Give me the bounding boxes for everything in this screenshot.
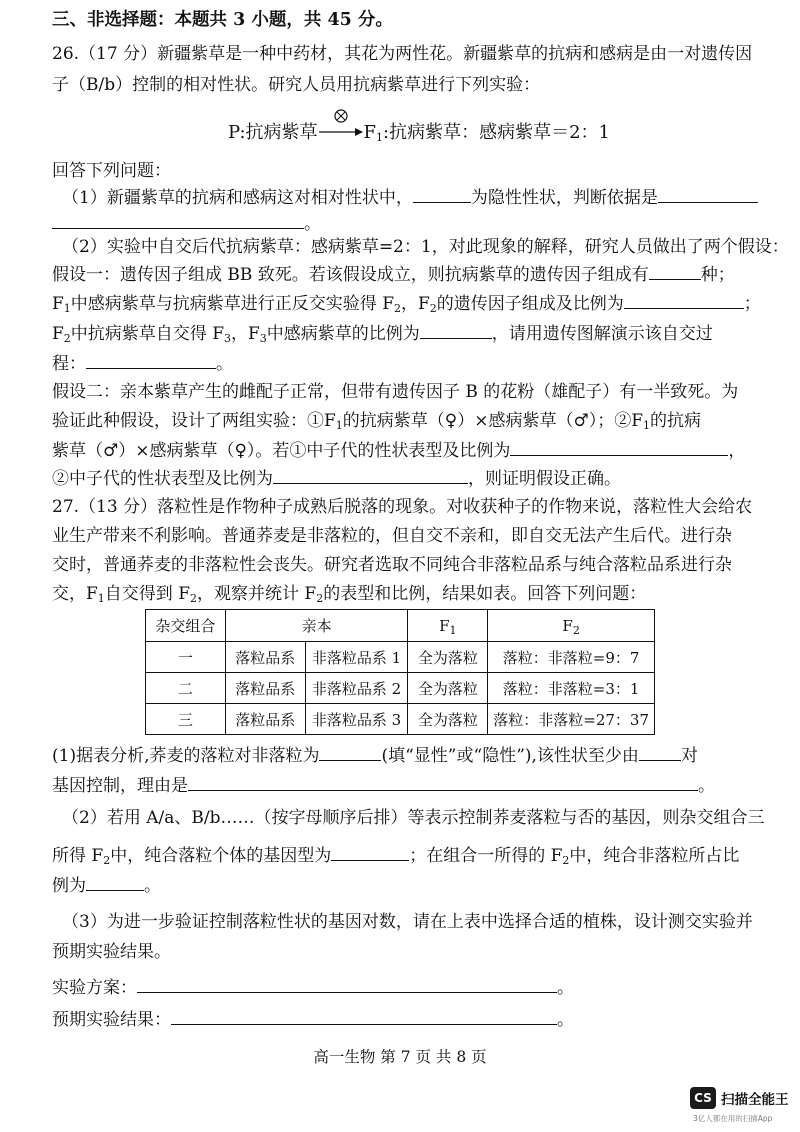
watermark-name: 扫描全能王	[721, 1092, 789, 1108]
q27-part-1-line-1: (1)据表分析,荞麦的落粒对非落粒为 (填“显性”或“隐性”),该性状至少由 对	[52, 746, 698, 766]
answer-blank-genotype-count[interactable]	[649, 263, 701, 280]
hypothesis-2-line-2: 验证此种假设，设计了两组实验：$①F_1$的抗病紫草（♀）×感病紫草（♂）；$②F_1$的抗病	[52, 411, 702, 432]
q27-part-1-line-2: 基因控制，理由是 。	[52, 776, 715, 796]
answer-blank-gene-pairs[interactable]	[639, 744, 681, 761]
answer-blank-dominance[interactable]	[319, 744, 381, 761]
cell-parent-2: 非落粒品系 1	[305, 642, 408, 673]
header-f1: $F_1$	[408, 610, 488, 642]
cell-parent-2: 非落粒品系 3	[305, 704, 408, 735]
camscanner-logo-icon: CS	[690, 1087, 716, 1109]
answer-blank-basis-a[interactable]	[658, 186, 758, 203]
cell-parent-1: 落粒品系	[225, 673, 305, 704]
header-f2: $F_2$	[488, 610, 655, 642]
q27-part-3-line-1: （3）为进一步验证控制落粒性状的基因对数，请在上表中选择合适的植株，设计测交实验并	[62, 912, 753, 932]
answer-blank-genetic-diagram[interactable]	[86, 352, 216, 369]
header-parents: 亲本	[225, 610, 408, 642]
selfing-arrow-icon	[318, 122, 364, 140]
answer-blank-offspring-2[interactable]	[273, 467, 468, 484]
cell-parent-2: 非落粒品系 2	[305, 673, 408, 704]
hypothesis-1-line-4: 程： 。	[52, 354, 233, 374]
q26-part-1-line-2: 。	[52, 212, 321, 235]
table-row	[146, 704, 655, 735]
answer-blank-reason[interactable]	[188, 774, 698, 791]
answer-blank-f2-genotype-ratio[interactable]	[624, 292, 744, 309]
answer-blank-f3-ratio[interactable]	[420, 322, 492, 339]
cell-f1: 全为落粒	[408, 673, 488, 704]
q27-part-2-line-2: 所得 $F_2$中，纯合落粒个体的基因型为 ；在组合一所得的 $F_2$中，纯合非落粒所占比	[52, 846, 740, 867]
hypothesis-1-line-1: 假设一：遗传因子组成 BB 致死。若该假设成立，则抗病紫草的遗传因子组成有 种；	[52, 265, 735, 285]
formula-f1-label: F	[363, 122, 377, 143]
cell-f2: 落粒：非落粒=9：7	[488, 642, 655, 673]
scanner-watermark	[690, 1087, 789, 1109]
experiment-plan-line: 实验方案： 。	[52, 978, 574, 998]
table-header-row	[146, 610, 655, 642]
cell-parent-1: 落粒品系	[225, 704, 305, 735]
q27-intro-line-2: 业生产带来不利影响。普通荞麦是非落粒的，但自交不亲和，即自交无法产生后代。进行杂	[52, 526, 732, 546]
q26-part-1-line-1: （1）新疆紫草的抗病和感病这对相对性状中， 为隐性性状，判断依据是	[62, 186, 758, 209]
q26-part-2-intro: （2）实验中自交后代抗病紫草：感病紫草=2：1，对此现象的解释，研究人员做出了两个假设：	[62, 237, 789, 257]
q27-part-2-line-1: （2）若用 A/a、B/b……（按字母顺序后排）等表示控制荞麦落粒与否的基因，则杂交组合三	[62, 808, 765, 828]
q27-intro-line-4: 交，$F_1$自交得到 $F_2$，观察并统计 $F_2$的表型和比例，结果如表。回答下列问题：	[52, 584, 647, 605]
hypothesis-1-line-3: $F_2$中抗病紫草自交得 $F_3$，$F_3$中感病紫草的比例为 ，请用遗传图解演示该自交过	[52, 324, 713, 345]
cell-f2: 落粒：非落粒=3：1	[488, 673, 655, 704]
watermark-slogan: 3亿人都在用的扫描App	[693, 1114, 773, 1123]
answer-blank-recessive-trait[interactable]	[413, 186, 471, 203]
section-title: 三、非选择题：本题共 3 小题，共 45 分。	[52, 10, 393, 30]
q27-intro-line-3: 交时，普通荞麦的非落粒性会丧失。研究者选取不同纯合非落粒品系与纯合落粒品系进行杂	[52, 555, 732, 575]
formula-parent: P:抗病紫草	[228, 122, 318, 143]
q27-part-3-line-2: 预期实验结果。	[52, 942, 171, 962]
answer-blank-genotype[interactable]	[331, 844, 409, 861]
answer-blank-basis-b[interactable]	[52, 212, 304, 229]
answer-blank-expected-result[interactable]	[171, 1008, 557, 1025]
answer-blank-offspring-1[interactable]	[510, 439, 728, 456]
q27-part-2-line-3: 例为 。	[52, 876, 161, 896]
page-footer: 高一生物 第 7 页 共 8 页	[313, 1048, 487, 1066]
table-row	[146, 673, 655, 704]
hypothesis-2-line-3: 紫草（♂）×感病紫草（♀）。若①中子代的性状表型及比例为 ，	[52, 441, 746, 461]
hypothesis-1-line-2: $F_1$中感病紫草与抗病紫草进行正反交实验得 $F_2$，$F_2$的遗传因子组成及比例为 ；	[52, 294, 761, 315]
hypothesis-2-line-4: ②中子代的性状表型及比例为 ，则证明假设正确。	[52, 469, 621, 489]
cell-f1: 全为落粒	[408, 642, 488, 673]
cell-combo: 一	[146, 642, 226, 673]
cell-combo: 三	[146, 704, 226, 735]
hypothesis-2-line-1: 假设二：亲本紫草产生的雌配子正常，但带有遗传因子 B 的花粉（雄配子）有一半致死。为	[52, 382, 739, 402]
answer-prompt: 回答下列问题：	[52, 161, 171, 181]
answer-blank-proportion[interactable]	[86, 874, 144, 891]
q27-intro-line-1: 27.（13 分）落粒性是作物种子成熟后脱落的现象。对收获种子的作物来说，落粒性大会给农	[52, 497, 753, 517]
expected-result-line: 预期实验结果： 。	[52, 1010, 574, 1030]
q26-cross-formula: P:抗病紫草 $F_1$:抗病紫草：感病紫草＝2：1	[228, 118, 610, 144]
results-table	[145, 609, 655, 735]
cell-combo: 二	[146, 673, 226, 704]
q26-intro-line-2: 子（B/b）控制的相对性状。研究人员用抗病紫草进行下列实验：	[52, 75, 541, 95]
table-row	[146, 642, 655, 673]
answer-blank-experiment-plan[interactable]	[137, 976, 557, 993]
cell-f2: 落粒：非落粒=27：37	[488, 704, 655, 735]
cell-f1: 全为落粒	[408, 704, 488, 735]
formula-result: :抗病紫草：感病紫草＝2：1	[383, 122, 611, 143]
cell-parent-1: 落粒品系	[225, 642, 305, 673]
header-cross-combo: 杂交组合	[146, 610, 226, 642]
q26-intro-line-1: 26.（17 分）新疆紫草是一种中药材，其花为两性花。新疆紫草的抗病和感病是由一对遗传因	[52, 44, 753, 64]
